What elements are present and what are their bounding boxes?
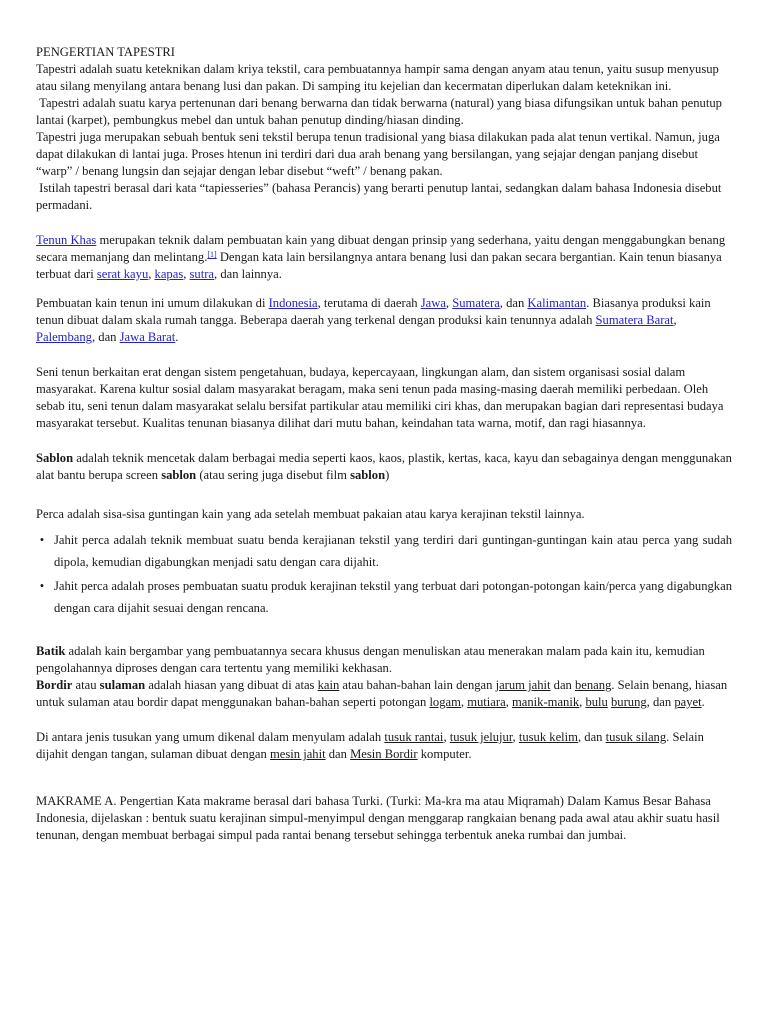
tusukan-text-1: Di antara jenis tusukan yang umum dikenal dalam menyulam adalah: [36, 730, 385, 744]
link-mesin-bordir[interactable]: Mesin Bordir: [350, 747, 418, 761]
bordir-text-10: , dan: [646, 695, 675, 709]
tusukan-text-6: dan: [325, 747, 351, 761]
link-tusuk-rantai[interactable]: tusuk rantai: [384, 730, 444, 744]
link-manik-manik[interactable]: manik-manik: [511, 695, 580, 709]
perca-intro: Perca adalah sisa-sisa guntingan kain yang ada setelah membuat pakaian atau karya kerajinan tekstil lainnya.: [36, 507, 585, 521]
sablon-text-2: (atau sering juga disebut film: [196, 468, 351, 482]
tusukan-paragraph: [36, 729, 732, 763]
sablon-term: Sablon: [36, 451, 74, 465]
tapestri-paragraph-1: Tapestri adalah suatu keteknikan dalam kriya tekstil, cara pembuatannya hampir sama dengan anyam atau tenun, yaitu susup menyusup atau silang menyilang antara benang lusi dan pakan. Di samping itu kejelian dan kecermatan diperlukan dalam keteknikan ini.: [36, 62, 719, 93]
tapestri-paragraph-3: Tapestri juga merupakan sebuah bentuk seni tekstil berupa tenun tradisional yang biasa dilakukan pada alat tenun vertikal. Namun, juga dapat dilakukan di lantai juga. Proses htenun ini terdiri dari dua arah benang yang bersilangan, yang sejajar dengan panjang disebut “warp” / benang lungsin dan sejajar dengan lebar disebut “weft” / benang pakan.: [36, 130, 720, 178]
link-jawa-barat[interactable]: Jawa Barat: [119, 330, 176, 344]
link-logam[interactable]: logam: [429, 695, 461, 709]
bullet-icon: •: [39, 533, 45, 547]
link-indonesia[interactable]: Indonesia: [268, 296, 318, 310]
batik-text: adalah kain bergambar yang pembuatannya secara khusus dengan menuliskan atau menerakan malam pada kain itu, kemudian pengolahannya diproses dengan cara tertentu yang memiliki kekhasan.: [36, 644, 705, 675]
sablon-term-2: sablon: [161, 468, 197, 482]
bordir-text-5: . Selain benang, hiasan untuk sulaman atau bordir dapat menggunakan bahan-bahan seperti potongan: [36, 678, 728, 709]
tusukan-text-5: . Selain dijahit dengan tangan, sulaman dibuat dengan: [36, 730, 704, 761]
seni-tenun-paragraph: Seni tenun berkaitan erat dengan sistem pengetahuan, budaya, kepercayaan, lingkungan alam, dan sistem organisasi sosial dalam masyarakat. Karena kultur sosial dalam masyarakat beragam, maka seni tenun pada masing-masing daerah memiliki perbedaan. Oleh sebab itu, seni tenun dalam masyarakat selalu bersifat partikular atau memiliki ciri khas, dan merupakan bagian dari representasi budaya masyarakat tersebut. Kualitas tenunan biasanya dilihat dari mutu bahan, keindahan tata warna, motif, dan ragi hiasannya.: [36, 365, 724, 430]
link-sumatera[interactable]: Sumatera: [452, 296, 500, 310]
link-palembang[interactable]: Palembang: [36, 330, 92, 344]
link-payet[interactable]: payet: [674, 695, 702, 709]
link-mutiara[interactable]: mutiara: [467, 695, 506, 709]
link-kalimantan[interactable]: Kalimantan: [527, 296, 587, 310]
link-jarum-jahit[interactable]: jarum jahit: [495, 678, 551, 692]
sulaman-term: sulaman: [99, 678, 146, 692]
bordir-text-4: dan: [550, 678, 575, 692]
link-mesin-jahit[interactable]: mesin jahit: [269, 747, 326, 761]
tenun-region-text-8: .: [175, 330, 179, 344]
tenun-text-2: Dengan kata lain bersilangnya antara benang lusi dan pakan secara bergantian. Kain tenun biasanya terbuat dari: [36, 250, 722, 281]
perca-list: [36, 529, 732, 619]
link-burung[interactable]: burung: [610, 695, 647, 709]
bullet-icon: •: [39, 579, 45, 593]
link-jawa[interactable]: Jawa: [420, 296, 446, 310]
tenun-region-text-7: , dan: [91, 330, 120, 344]
bordir-paragraph: [36, 677, 732, 711]
bordir-text-8: ,: [579, 695, 586, 709]
tenun-paragraph: [36, 232, 732, 283]
tusukan-text-2: ,: [443, 730, 450, 744]
tenun-sep-1: ,: [148, 267, 155, 281]
tapestri-paragraph-4: Istilah tapestri berasal dari kata “tapiesseries” (bahasa Perancis) yang berarti penutup lantai, sedangkan dalam bahasa Indonesia disebut permadani.: [36, 181, 725, 212]
tenun-region-text-2: , terutama di daerah: [317, 296, 421, 310]
link-tusuk-jelujur[interactable]: tusuk jelujur: [449, 730, 513, 744]
tapestri-heading: PENGERTIAN TAPESTRI: [36, 45, 175, 59]
link-sutra[interactable]: sutra: [189, 267, 215, 281]
link-tusuk-kelim[interactable]: tusuk kelim: [518, 730, 578, 744]
tusukan-text-3: ,: [512, 730, 519, 744]
tenun-region-text-1: Pembuatan kain tenun ini umum dilakukan di: [36, 296, 269, 310]
bordir-text-1: atau: [72, 678, 100, 692]
sablon-paragraph: [36, 450, 732, 484]
makrame-paragraph: MAKRAME A. Pengertian Kata makrame berasal dari bahasa Turki. (Turki: Ma-kra ma atau Miqramah) Dalam Kamus Besar Bahasa Indonesia, dijelaskan : bentuk suatu kerajinan simpul-menyimpul dengan menggarap rangkaian benang pada awal atau akhir suatu hasil tenunan, dengan membuat berbagai simpul pada rantai benang tersebut sehingga terbentuk aneka rumbai dan jumbai.: [36, 794, 720, 842]
link-tenun-khas[interactable]: Tenun Khas: [36, 233, 97, 247]
link-benang[interactable]: benang: [575, 678, 612, 692]
bordir-text-3: atau bahan-bahan lain dengan: [339, 678, 496, 692]
tapestri-paragraph-2: Tapestri adalah suatu karya pertenunan dari benang berwarna dan tidak berwarna (natural) yang biasa difungsikan untuk bahan penutup lantai (karpet), pembungkus mebel dan untuk bahan penutup dinding/hiasan dinding.: [36, 96, 726, 127]
tusukan-text-4: , dan: [577, 730, 606, 744]
bordir-text-11: .: [701, 695, 705, 709]
bordir-term: Bordir: [36, 678, 73, 692]
link-kain[interactable]: kain: [317, 678, 340, 692]
tenun-sep-2: ,: [183, 267, 190, 281]
bordir-text-2: adalah hiasan yang dibuat di atas: [145, 678, 318, 692]
tenun-text-3: , dan lainnya.: [214, 267, 282, 281]
bordir-text-7: ,: [505, 695, 512, 709]
tenun-region-paragraph: [36, 295, 732, 346]
list-item: [36, 529, 732, 573]
tenun-region-text-6: ,: [673, 313, 677, 327]
sablon-text-1: adalah teknik mencetak dalam berbagai media seperti kaos, kaos, plastik, kertas, kaca, kayu dan sebagainya dengan menggunakan alat bantu berupa screen: [36, 451, 732, 482]
link-bulu[interactable]: bulu: [585, 695, 608, 709]
link-serat-kayu[interactable]: serat kayu: [96, 267, 149, 281]
tusukan-text-7: komputer.: [417, 747, 472, 761]
tenun-text-1: merupakan teknik dalam pembuatan kain yang dibuat dengan prinsip yang sederhana, yaitu dengan menggabungkan benang secara memanjang dan melintang.: [36, 233, 726, 264]
link-tusuk-silang[interactable]: tusuk silang: [605, 730, 667, 744]
tenun-region-text-3: ,: [445, 296, 453, 310]
sablon-term-3: sablon: [350, 468, 386, 482]
batik-term: Batik: [36, 644, 66, 658]
perca-item-text: Jahit perca adalah teknik membuat suatu benda kerajianan tekstil yang terdiri dari guntingan-guntingan kain atau perca yang sudah dipola, kemudian digabungkan menjadi satu dengan cara dijahit.: [54, 533, 732, 569]
batik-paragraph: [36, 643, 732, 677]
bordir-text-6: ,: [460, 695, 468, 709]
tenun-region-text-4: , dan: [499, 296, 528, 310]
list-item: [36, 575, 732, 619]
sablon-text-3: ): [385, 468, 390, 482]
link-kapas[interactable]: kapas: [154, 267, 184, 281]
perca-item-text: Jahit perca adalah proses pembuatan suatu produk kerajinan tekstil yang terbuat dari potongan-potongan kain/perca yang digabungkan dengan cara dijahit sesuai dengan rencana.: [54, 579, 732, 615]
tenun-region-text-5: . Biasanya produksi kain tenun dibuat dalam skala rumah tangga. Beberapa daerah yang terkenal dengan produksi kain tenunnya adalah: [36, 296, 711, 327]
link-footnote-1[interactable]: [1]: [207, 250, 217, 259]
link-sumatera-barat[interactable]: Sumatera Barat: [595, 313, 674, 327]
